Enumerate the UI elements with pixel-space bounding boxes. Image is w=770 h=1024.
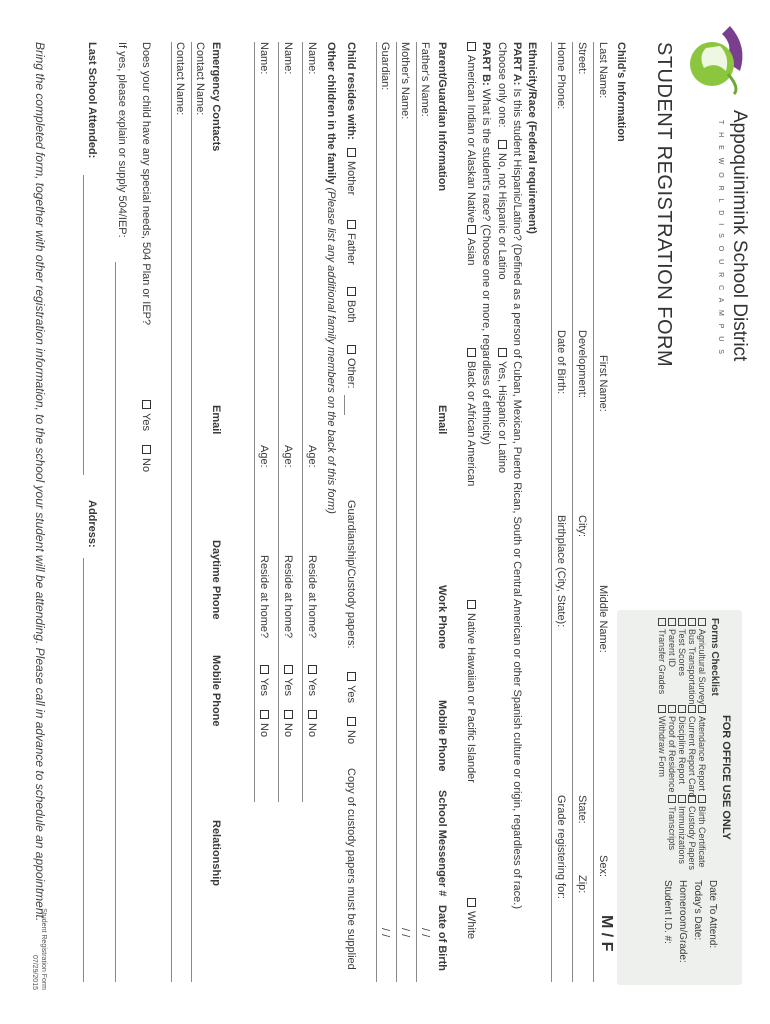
parent-col-mobile-phone: Mobile Phone <box>436 700 448 772</box>
sibling-name-label: Name: <box>282 42 294 75</box>
row-rule <box>572 42 573 982</box>
checklist-col-1 <box>657 618 707 705</box>
footer-date: 07/29/2015 <box>31 954 38 990</box>
checklist-col-3 <box>667 795 707 870</box>
special-needs-no-checkbox[interactable]: No <box>140 445 152 472</box>
street-label: Street: <box>576 42 588 75</box>
sibling-reside-label: Reside at home? <box>306 555 318 639</box>
date-to-attend-field[interactable]: Date To Attend: <box>707 880 718 949</box>
office-use-box <box>617 610 742 985</box>
sex-label: Sex: <box>597 855 609 878</box>
emergency-col-relationship: Relationship <box>210 820 222 887</box>
last-name-label: Last Name: <box>597 42 609 99</box>
sex-options[interactable]: M / F <box>598 915 615 952</box>
custody-note: Copy of custody papers must be supplied <box>345 768 357 970</box>
row-rule <box>302 42 303 802</box>
parent-col-work-phone: Work Phone <box>436 585 448 649</box>
custody-no-checkbox[interactable]: No <box>345 717 357 744</box>
last-school-label: Last School Attended: <box>86 42 98 159</box>
race-white-checkbox[interactable]: White <box>465 898 477 939</box>
sibling-name-label: Name: <box>258 42 270 75</box>
contact-name-label: Contact Name: <box>194 42 206 116</box>
checklist-item[interactable]: Withdraw Form <box>657 705 667 798</box>
sibling-yes-checkbox[interactable]: Yes <box>306 665 318 696</box>
row-rule <box>416 42 417 982</box>
child-info-heading: Child's Information <box>615 42 627 142</box>
row-rule <box>83 558 84 982</box>
resides-both-checkbox[interactable]: Both <box>345 287 357 323</box>
homeroom-grade-field[interactable]: Homeroom/Grade: <box>677 880 688 963</box>
guardian-label: Guardian: <box>379 42 391 91</box>
sibling-no-checkbox[interactable]: No <box>258 710 270 737</box>
form-title: STUDENT REGISTRATION FORM <box>653 42 675 368</box>
checklist-item[interactable]: Parent ID <box>667 618 677 705</box>
father-name-label: Father's Name: <box>419 42 431 117</box>
ethnicity-heading: Ethnicity/Race (Federal requirement) <box>526 42 538 234</box>
checklist-item[interactable]: Agricultural Survey <box>697 618 707 705</box>
row-rule <box>171 42 172 982</box>
mother-dob-slashes: / / <box>399 928 411 938</box>
home-phone-label: Home Phone: <box>555 42 567 110</box>
race-black-checkbox[interactable]: Black or African American <box>465 348 477 486</box>
resides-father-checkbox[interactable]: Father <box>345 220 357 265</box>
dob-label: Date of Birth: <box>555 330 567 395</box>
part-b-question: PART B: What is the student's race? (Choose one or more, regardless of ethnicity) <box>480 42 492 445</box>
first-name-label: First Name: <box>597 355 609 412</box>
race-asian-checkbox[interactable]: Asian <box>465 225 477 266</box>
row-rule <box>551 42 552 982</box>
state-label: State: <box>576 795 588 824</box>
custody-question: Guardianship/Custody papers: <box>345 500 357 649</box>
checklist-item[interactable]: Attendance Report <box>697 705 707 798</box>
special-needs-question: Does your child have any special needs, 504 Plan or IEP? <box>140 42 152 326</box>
checklist-item[interactable]: Immunizations <box>677 795 687 870</box>
footer-note: Bring the completed form, together with other registration information, to the school your student will be attending. Please call in advance to schedule an appointment. <box>33 42 47 922</box>
checklist-item[interactable]: Birth Certificate <box>697 795 707 870</box>
other-children-heading: Other children in the family (Please list any additional family members on the back of this form) <box>325 42 337 514</box>
sibling-yes-checkbox[interactable]: Yes <box>258 665 270 696</box>
checklist-item[interactable]: Test Scores <box>677 618 687 705</box>
office-heading: FOR OFFICE USE ONLY <box>720 715 732 840</box>
forms-checklist-title: Forms Checklist <box>709 618 720 696</box>
birthplace-label: Birthplace (City, State): <box>555 515 567 628</box>
sibling-name-label: Name: <box>306 42 318 75</box>
student-id-field[interactable]: Student I.D. #: <box>662 880 673 944</box>
row-rule <box>278 42 279 802</box>
choose-one-label: Choose only one: <box>496 42 508 128</box>
sibling-no-checkbox[interactable]: No <box>306 710 318 737</box>
parent-col-dob: Date of Birth <box>436 905 448 971</box>
part-a-question: PART A: Is this student Hispanic/Latino? (Defined as a person of Cuban, Mexican, Puerto Rican, South or Central American or other Spanish culture or origin, regardless of race.) <box>511 42 523 909</box>
mother-name-label: Mother's Name: <box>399 42 411 120</box>
checklist-col-2 <box>657 705 707 798</box>
race-american-indian-checkbox[interactable]: American Indian or Alaskan Native <box>465 42 477 223</box>
race-hawaiian-checkbox[interactable]: Native Hawaiian or Pacific Islander <box>465 600 477 783</box>
checklist-item[interactable]: Discipline Report <box>677 705 687 798</box>
checklist-item[interactable]: Transfer Grades <box>657 618 667 705</box>
sibling-age-label: Age: <box>258 445 270 468</box>
checklist-item[interactable]: Transcripts <box>667 795 677 870</box>
sibling-age-label: Age: <box>282 445 294 468</box>
not-hispanic-checkbox[interactable]: No, not Hispanic or Latino <box>496 140 508 280</box>
row-rule <box>254 42 255 802</box>
custody-yes-checkbox[interactable]: Yes <box>345 672 357 703</box>
sibling-age-label: Age: <box>306 445 318 468</box>
resides-other-checkbox[interactable]: Other: <box>345 345 357 389</box>
father-dob-slashes: / / <box>419 928 431 938</box>
development-label: Development: <box>576 330 588 398</box>
special-needs-explain-label: If yes, please explain or supply 504/IEP: <box>116 42 128 238</box>
other-blank[interactable] <box>344 395 345 415</box>
resides-mother-checkbox[interactable]: Mother <box>345 148 357 195</box>
row-rule <box>191 42 192 982</box>
emergency-heading: Emergency Contacts <box>210 42 222 152</box>
resides-with-label: Child resides with: <box>345 42 357 140</box>
district-name: Appoquinimink School District <box>729 110 750 362</box>
parent-info-heading: Parent/Guardian Information <box>436 42 448 192</box>
emergency-col-daytime: Daytime Phone <box>210 540 222 620</box>
checklist-item[interactable]: Current Report Card <box>687 705 697 798</box>
contact-name-label: Contact Name: <box>174 42 186 116</box>
district-tagline: T H E W O R L D I S O U R C A M P U S <box>717 120 724 357</box>
middle-name-label: Middle Name: <box>597 585 609 653</box>
sibling-no-checkbox[interactable]: No <box>282 710 294 737</box>
checklist-item[interactable]: Bus Transportation <box>687 618 697 705</box>
sibling-reside-label: Reside at home? <box>282 555 294 639</box>
special-needs-yes-checkbox[interactable]: Yes <box>140 400 152 431</box>
parent-col-messenger: School Messenger # <box>436 790 448 897</box>
emergency-col-mobile: Mobile Phone <box>210 655 222 727</box>
hispanic-checkbox[interactable]: Yes, Hispanic or Latino <box>496 348 508 473</box>
school-address-label: Address: <box>86 500 98 548</box>
row-rule <box>396 42 397 982</box>
todays-date-field[interactable]: Today's Date: <box>692 880 703 941</box>
office-fields <box>660 880 720 963</box>
guardian-dob-slashes: / / <box>379 928 391 938</box>
zip-label: Zip: <box>576 875 588 894</box>
sibling-reside-label: Reside at home? <box>258 555 270 639</box>
checklist-item[interactable]: Custody Papers <box>687 795 697 870</box>
district-logo <box>680 16 750 96</box>
emergency-col-email: Email <box>210 405 222 435</box>
row-rule <box>83 175 84 475</box>
footer-form-name: Student Registration Form <box>40 908 47 990</box>
row-rule <box>376 42 377 982</box>
explain-line[interactable] <box>115 262 116 982</box>
checklist-item[interactable]: Proof of Residence <box>667 705 677 798</box>
grade-label: Grade registering for: <box>555 795 567 899</box>
sibling-yes-checkbox[interactable]: Yes <box>282 665 294 696</box>
parent-col-email: Email <box>436 405 448 435</box>
row-rule <box>593 42 594 982</box>
city-label: City: <box>576 515 588 537</box>
